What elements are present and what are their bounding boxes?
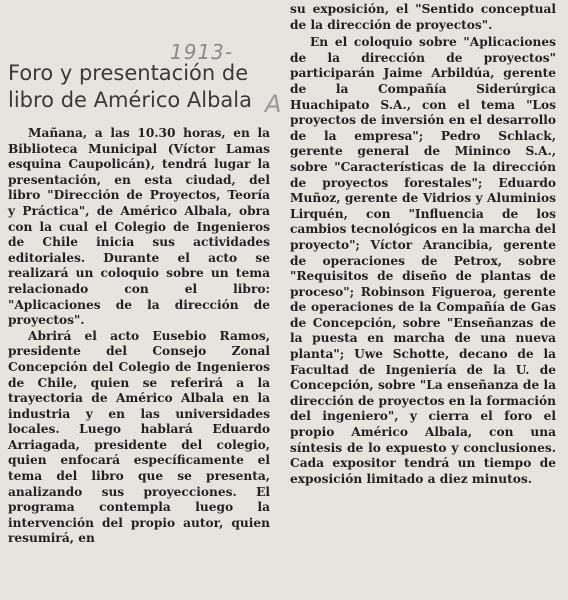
- article-paragraph: Abrirá el acto Eusebio Ramos, presidente del Consejo Zonal Concepción del Colegio de Ingenieros de Chile, quien se referirá a la trayectoria de Américo Albala en la industria y en las universidades locales. Luego hablará Eduardo Arriagada, presidente del colegio, quien enfocará específicamente el tema del libro que se presenta, analizando sus proyecciones. El programa contempla luego la intervención del propio autor, quien resumirá, en: [8, 328, 270, 546]
- headline-line-2: libro de Américo Albala: [8, 88, 253, 112]
- article-paragraph: Mañana, a las 10.30 horas, en la Biblioteca Municipal (Víctor Lamas esquina Caupolicán), tendrá lugar la presentación, en esta ciudad, del libro "Dirección de Proyectos, Teoría y Práctica", de Américo Albala, obra con la cual el Colegio de Ingenieros de Chile inicia sus actividades editoriales. Durante el acto se realizará un coloquio sobre un tema relacionado con el libro: "Aplicaciones de la dirección de proyectos".: [8, 126, 270, 328]
- headline-line-1: Foro y presentación de: [8, 61, 249, 85]
- handwritten-letter-annotation: A: [265, 90, 282, 118]
- article-headline: [8, 60, 278, 114]
- article-column-left: [8, 126, 270, 547]
- article-paragraph: su exposición, el "Sentido conceptual de la dirección de proyectos".: [290, 2, 556, 32]
- handwritten-year-annotation: 1913-: [170, 40, 234, 64]
- article-paragraph: En el coloquio sobre "Aplicaciones de la dirección de proyectos" participarán Jaime Arbildúa, gerente de la Compañía Siderúrgica Huachipato S.A., con el tema "Los proyectos de inversión en el desarrollo de la empresa"; Pedro Schlack, gerente general de Mininco S.A., sobre "Características de la dirección de proyectos forestales"; Eduardo Muñoz, gerente de Vidrios y Aluminios Lirquén, con "Influencia de los cambios tecnológicos en la marcha del proyecto"; Víctor Arancibia, gerente de operaciones de Petrox, sobre "Requisitos de diseño de plantas de proceso"; Robinson Figueroa, gerente de operaciones de la Compañía de Gas de Concepción, sobre "Enseñanzas de la puesta en marcha de una nueva planta"; Uwe Schotte, decano de la Facultad de Ingeniería de la U. de Concepción, sobre "La enseñanza de la dirección de proyectos en la formación del ingeniero", y cierra el foro el propio Américo Albala, con una síntesis de lo expuesto y conclusiones. Cada expositor tendrá un tiempo de exposición limitado a diez minutos.: [290, 35, 556, 486]
- article-column-right: [290, 2, 556, 487]
